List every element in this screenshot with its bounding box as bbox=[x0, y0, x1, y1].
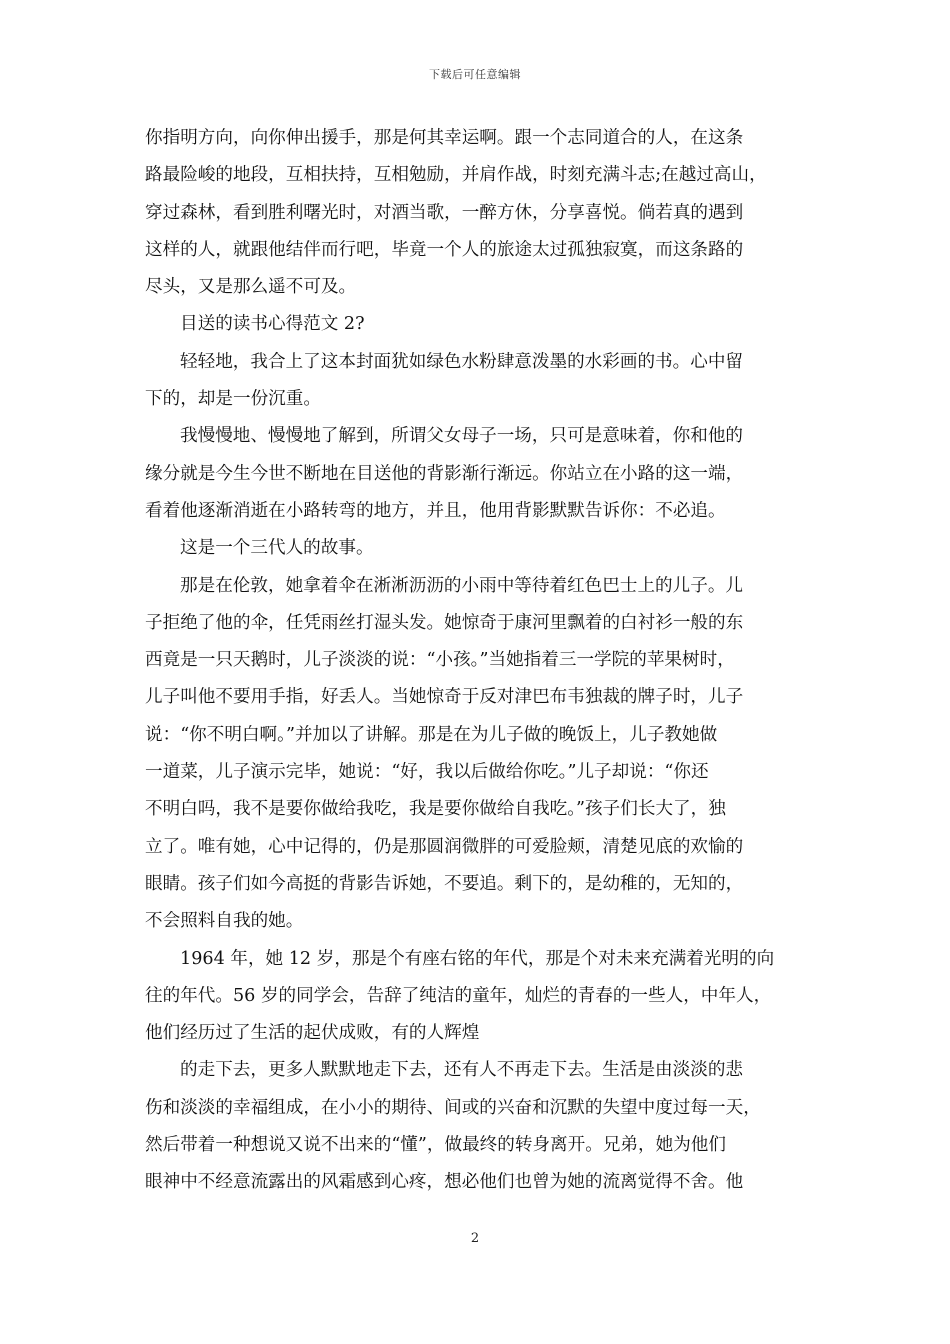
page-number: 2 bbox=[470, 1231, 480, 1246]
text-line: 不会照料自我的她。 bbox=[145, 911, 304, 932]
text-line: 的走下去，更多人默默地走下去，还有人不再走下去。生活是由淡淡的悲 bbox=[180, 1060, 744, 1081]
text-line: 眼睛。孩子们如今高挺的背影告诉她，不要追。剩下的，是幼稚的，无知的， bbox=[145, 873, 744, 894]
text-line: 子拒绝了他的伞，任凭雨丝打湿头发。她惊奇于康河里飘着的白衬衫一般的东 bbox=[145, 612, 744, 633]
text-line: 立了。唯有她，心中记得的，仍是那圆润微胖的可爱脸颊，清楚见底的欢愉的 bbox=[145, 836, 744, 857]
text-line: 说：“你不明白啊。”并加以了讲解。那是在为儿子做的晚饭上，儿子教她做 bbox=[145, 724, 718, 745]
text-line: 目送的读书心得范文 2? bbox=[180, 314, 365, 335]
text-line: 这是一个三代人的故事。 bbox=[180, 538, 374, 559]
text-line: 穿过森林，看到胜利曙光时，对酒当歌，一醉方休，分享喜悦。倘若真的遇到 bbox=[145, 202, 744, 223]
text-line: 那是在伦敦，她拿着伞在淅淅沥沥的小雨中等待着红色巴士上的儿子。儿 bbox=[180, 575, 744, 596]
text-line: 尽头，又是那么遥不可及。 bbox=[145, 277, 357, 298]
text-line: 1964 年，她 12 岁，那是个有座右铭的年代，那是个对未来充满着光明的向 bbox=[180, 948, 775, 969]
text-line: 路最险峻的地段，互相扶持，互相勉励，并肩作战，时刻充满斗志;在越过高山， bbox=[145, 165, 767, 186]
text-line: 往的年代。56 岁的同学会，告辞了纯洁的童年，灿烂的青春的一些人，中年人， bbox=[145, 985, 772, 1006]
text-line: 眼神中不经意流露出的风霜感到心疼，想必他们也曾为她的流离觉得不舍。他 bbox=[145, 1172, 744, 1193]
text-line: 西竟是一只天鹅时，儿子淡淡的说：“小孩。”当她指着三一学院的苹果树时， bbox=[145, 650, 735, 671]
text-line: 这样的人，就跟他结伴而行吧，毕竟一个人的旅途太过孤独寂寞，而这条路的 bbox=[145, 239, 744, 260]
text-line: 下的，却是一份沉重。 bbox=[145, 389, 321, 410]
text-line: 看着他逐渐消逝在小路转弯的地方，并且，他用背影默默告诉你：不必追。 bbox=[145, 500, 726, 521]
text-line: 伤和淡淡的幸福组成，在小小的期待、间或的兴奋和沉默的失望中度过每一天， bbox=[145, 1097, 761, 1118]
text-line: 我慢慢地、慢慢地了解到，所谓父女母子一场，只可是意味着，你和他的 bbox=[180, 426, 744, 447]
text-line: 然后带着一种想说又说不出来的“懂”，做最终的转身离开。兄弟，她为他们 bbox=[145, 1135, 726, 1156]
text-line: 他们经历过了生活的起伏成败，有的人辉煌 bbox=[145, 1023, 480, 1044]
page-header: 下载后可任意编辑 bbox=[429, 68, 521, 81]
text-line: 儿子叫他不要用手指，好丢人。当她惊奇于反对津巴布韦独裁的牌子时，儿子 bbox=[145, 687, 744, 708]
document-body bbox=[145, 120, 813, 1202]
text-line: 一道菜，儿子演示完毕，她说：“好，我以后做给你吃。”儿子却说：“你还 bbox=[145, 762, 709, 783]
text-line: 缘分就是今生今世不断地在目送他的背影渐行渐远。你站立在小路的这一端， bbox=[145, 463, 744, 484]
text-line: 轻轻地，我合上了这本封面犹如绿色水粉肆意泼墨的水彩画的书。心中留 bbox=[180, 351, 744, 372]
text-line: 你指明方向，向你伸出援手，那是何其幸运啊。跟一个志同道合的人，在这条 bbox=[145, 128, 744, 148]
text-line: 不明白吗，我不是要你做给我吃，我是要你做给自我吃。”孩子们长大了，独 bbox=[145, 799, 726, 820]
